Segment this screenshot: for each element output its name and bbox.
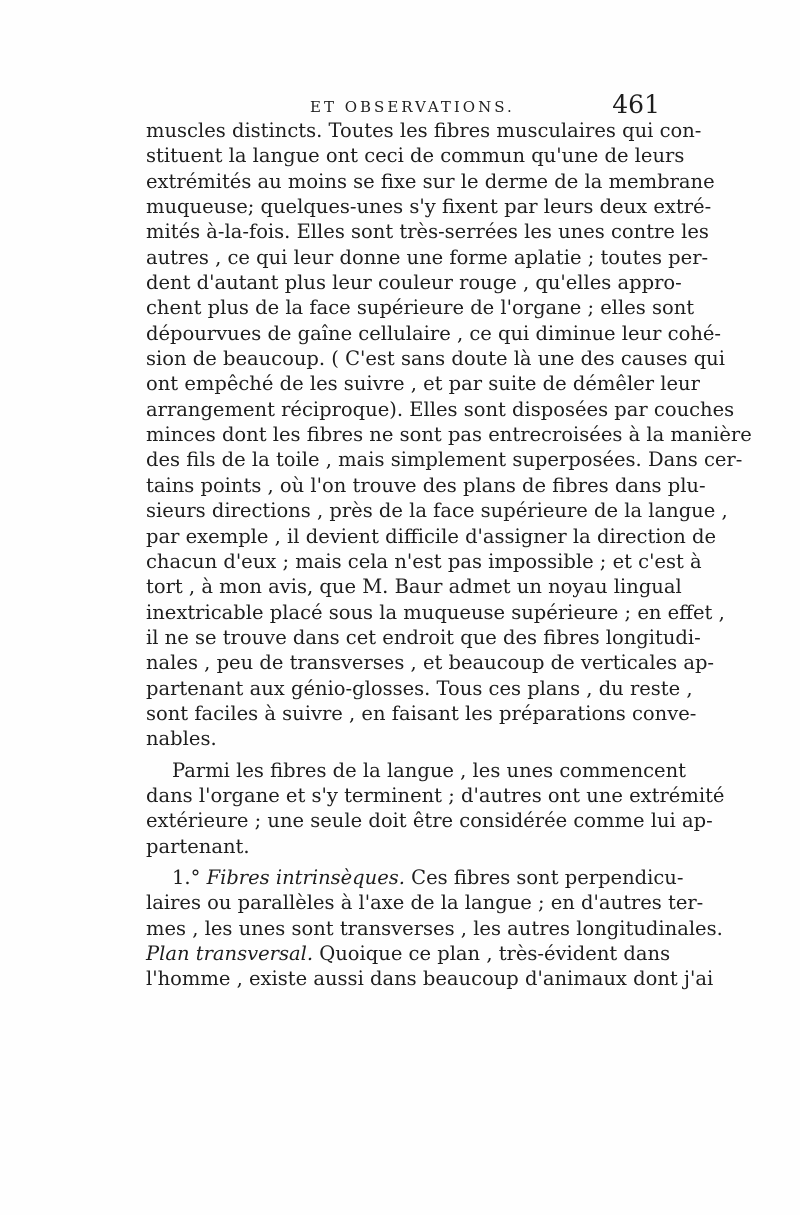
text-line: des fils de la toile , mais simplement superposées. Dans cer- — [146, 448, 743, 472]
text-line: muscles distincts. Toutes les fibres musculaires qui con- — [146, 119, 702, 142]
text-line: laires ou parallèles à l'axe de la langue ; en d'autres ter- — [146, 891, 704, 915]
text-line: partenant aux génio-glosses. Tous ces plans , du reste , — [146, 676, 693, 700]
text-line: ont empêché de les suivre , et par suite de démêler leur — [146, 372, 700, 396]
text-line: sont faciles à suivre , en faisant les préparations conve- — [146, 701, 697, 725]
text-line: nables. — [146, 727, 217, 751]
text-line: stituent la langue ont ceci de commun qu'une de leurs — [146, 144, 685, 168]
text-line: chent plus de la face supérieure de l'organe ; elles sont — [146, 296, 695, 320]
subsection-heading: Plan transversal. — [146, 942, 314, 965]
text-line: minces dont les fibres ne sont pas entrecroisées à la manière — [146, 423, 752, 447]
section-heading: Fibres intrinsèques. — [206, 865, 405, 889]
text-line: extrémités au moins se fixe sur le derme de la membrane — [146, 169, 715, 193]
text-line: mes , les unes sont transverses , les autres longitudinales. — [146, 916, 723, 940]
paragraph-1 — [146, 118, 752, 752]
text-line: muqueuse; quelques-unes s'y fixent par leurs deux extré- — [146, 195, 712, 219]
text-line: autres , ce qui leur donne une forme aplatie ; toutes per- — [146, 245, 709, 269]
text-line: dans l'organe et s'y terminent ; d'autres ont une extrémité — [146, 783, 725, 807]
text-line: sieurs directions , près de la face supérieure de la langue , — [146, 499, 728, 523]
text-line — [146, 941, 671, 966]
text-line: partenant. — [146, 834, 250, 858]
text-line: sion de beaucoup. ( C'est sans doute là une des causes qui — [146, 347, 725, 371]
paragraph-2 — [146, 758, 725, 859]
text-line: chacun d'eux ; mais cela n'est pas impossible ; et c'est à — [146, 549, 702, 573]
text-line: tort , à mon avis, que M. Baur admet un noyau lingual — [146, 575, 682, 599]
paragraph-3 — [146, 865, 723, 992]
text-line: il ne se trouve dans cet endroit que des fibres longitudi- — [146, 625, 701, 649]
body-text — [146, 118, 752, 992]
text-line: mités à-la-fois. Elles sont très-serrées les unes contre les — [146, 220, 709, 244]
section-number: 1.° — [172, 865, 201, 889]
text-line: tains points , où l'on trouve des plans de fibres dans plu- — [146, 473, 706, 497]
text-line: Parmi les fibres de la langue , les unes commencent — [172, 758, 686, 782]
text-line: dent d'autant plus leur couleur rouge , qu'elles appro- — [146, 271, 682, 295]
text-line — [146, 865, 684, 890]
text-line: par exemple , il devient difficile d'assigner la direction de — [146, 524, 717, 548]
text-line: l'homme , existe aussi dans beaucoup d'animaux dont j'ai — [146, 967, 714, 991]
page-number: 461 — [612, 90, 660, 119]
text-line: extérieure ; une seule doit être considérée comme lui ap- — [146, 809, 713, 833]
text-line: arrangement réciproque). Elles sont disposées par couches — [146, 397, 735, 421]
text-line: inextricable placé sous la muqueuse supérieure ; en effet , — [146, 600, 725, 624]
text-line: dépourvues de gaîne cellulaire , ce qui diminue leur cohé- — [146, 321, 722, 345]
text-fragment: Quoique ce plan , très-évident dans — [319, 942, 671, 965]
text-line: nales , peu de transverses , et beaucoup de verticales ap- — [146, 651, 715, 675]
text-fragment: Ces fibres sont perpendicu- — [411, 865, 684, 889]
running-title: ET OBSERVATIONS. — [310, 98, 515, 116]
